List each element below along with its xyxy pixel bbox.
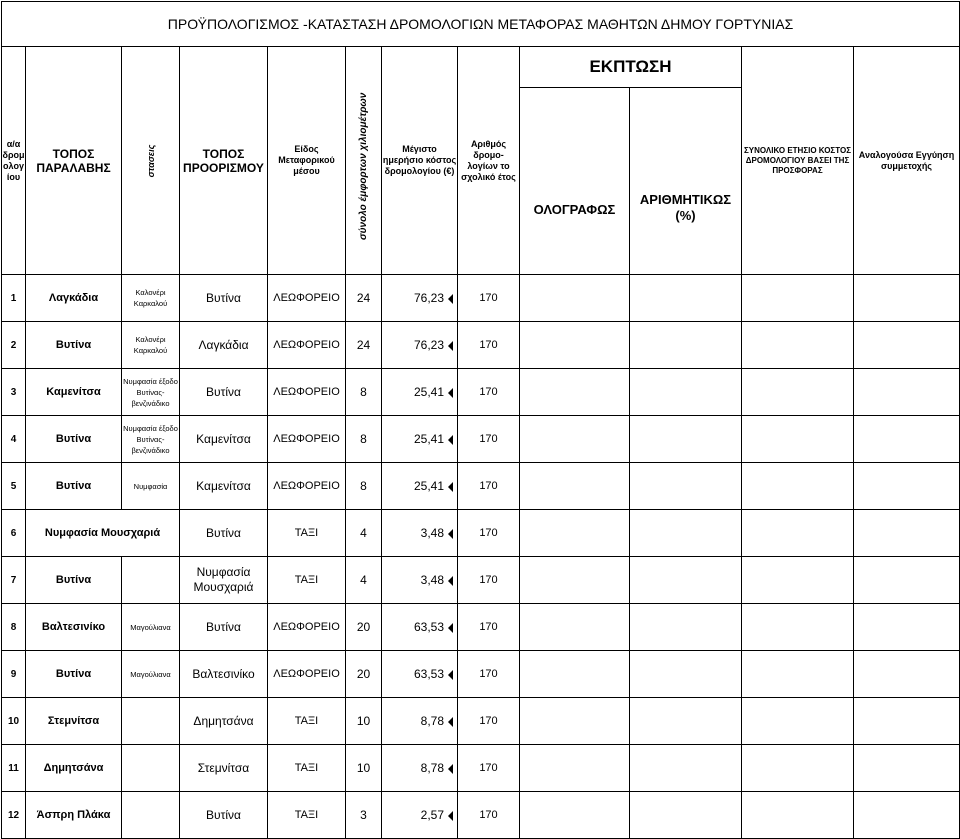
table-row (2, 510, 960, 557)
max-daily-cost (382, 369, 458, 416)
destination: Βυτίνα (180, 604, 268, 651)
stops (122, 792, 180, 839)
loaded-km: 4 (346, 557, 382, 604)
header-routes-per-year: Αριθμός δρομο-λογίων το σχολικό έτος (458, 47, 520, 275)
guarantee-amount (854, 604, 960, 651)
header-aa: α/α δρομ ολογ ίου (2, 47, 26, 275)
total-annual-cost (742, 322, 854, 369)
stops: Νυμφασία έξοδο Βυτίνας-βενζινάδικο (122, 369, 180, 416)
route-number: 3 (2, 369, 26, 416)
table-row (2, 651, 960, 698)
route-number: 7 (2, 557, 26, 604)
route-number: 6 (2, 510, 26, 557)
route-number: 11 (2, 745, 26, 792)
guarantee-amount (854, 698, 960, 745)
max-daily-cost (382, 651, 458, 698)
routes-per-year: 170 (458, 416, 520, 463)
max-daily-cost-value: 63,53 (413, 620, 444, 634)
loaded-km: 8 (346, 416, 382, 463)
table-row (2, 557, 960, 604)
pickup-place: Νυμφασία Μουσχαριά (26, 510, 180, 557)
comment-marker-icon (448, 482, 453, 492)
routes-per-year: 170 (458, 792, 520, 839)
destination: Βυτίνα (180, 275, 268, 322)
loaded-km: 8 (346, 369, 382, 416)
max-daily-cost (382, 698, 458, 745)
max-daily-cost (382, 604, 458, 651)
vehicle-type: ΛΕΩΦΟΡΕΙΟ (268, 651, 346, 698)
routes-per-year: 170 (458, 369, 520, 416)
pickup-place: Λαγκάδια (26, 275, 122, 322)
guarantee-amount (854, 322, 960, 369)
destination: Βαλτεσινίκο (180, 651, 268, 698)
comment-marker-icon (448, 764, 453, 774)
discount-in-words (520, 416, 630, 463)
vehicle-type: ΛΕΩΦΟΡΕΙΟ (268, 275, 346, 322)
routes-per-year: 170 (458, 745, 520, 792)
max-daily-cost (382, 792, 458, 839)
discount-numeric (630, 745, 742, 792)
guarantee-amount (854, 463, 960, 510)
guarantee-amount (854, 369, 960, 416)
header-vehicle-type: Είδος Μεταφορικού μέσου (268, 47, 346, 275)
route-number: 1 (2, 275, 26, 322)
table-row (2, 604, 960, 651)
destination: Νυμφασία Μουσχαριά (180, 557, 268, 604)
discount-in-words (520, 275, 630, 322)
guarantee-amount (854, 510, 960, 557)
guarantee-amount (854, 416, 960, 463)
routes-per-year: 170 (458, 275, 520, 322)
max-daily-cost-value: 63,53 (413, 667, 444, 681)
pickup-place: Βυτίνα (26, 322, 122, 369)
header-discount: ΕΚΠΤΩΣΗ (520, 47, 742, 88)
pickup-place: Στεμνίτσα (26, 698, 122, 745)
destination: Βυτίνα (180, 792, 268, 839)
vehicle-type: ΤΑΞΙ (268, 745, 346, 792)
total-annual-cost (742, 604, 854, 651)
stops (122, 745, 180, 792)
route-number: 5 (2, 463, 26, 510)
discount-numeric (630, 369, 742, 416)
header-loaded-km (346, 47, 382, 275)
total-annual-cost (742, 698, 854, 745)
vehicle-type: ΤΑΞΙ (268, 792, 346, 839)
pickup-place: Καμενίτσα (26, 369, 122, 416)
discount-in-words (520, 369, 630, 416)
total-annual-cost (742, 463, 854, 510)
comment-marker-icon (448, 670, 453, 680)
total-annual-cost (742, 745, 854, 792)
max-daily-cost (382, 745, 458, 792)
routes-per-year: 170 (458, 604, 520, 651)
loaded-km: 20 (346, 651, 382, 698)
destination: Καμενίτσα (180, 416, 268, 463)
stops (122, 557, 180, 604)
total-annual-cost (742, 275, 854, 322)
destination: Στεμνίτσα (180, 745, 268, 792)
total-annual-cost (742, 792, 854, 839)
total-annual-cost (742, 416, 854, 463)
discount-in-words (520, 651, 630, 698)
guarantee-amount (854, 651, 960, 698)
guarantee-amount (854, 745, 960, 792)
destination: Βυτίνα (180, 369, 268, 416)
route-number: 8 (2, 604, 26, 651)
routes-per-year: 170 (458, 651, 520, 698)
max-daily-cost-value: 25,41 (413, 479, 444, 493)
discount-in-words (520, 745, 630, 792)
discount-in-words (520, 557, 630, 604)
max-daily-cost (382, 416, 458, 463)
header-loaded-km-label: σύνολο έμφορτων χιλιομέτρων (357, 92, 369, 240)
discount-in-words (520, 792, 630, 839)
discount-numeric (630, 604, 742, 651)
comment-marker-icon (448, 576, 453, 586)
vehicle-type: ΛΕΩΦΟΡΕΙΟ (268, 604, 346, 651)
discount-numeric (630, 557, 742, 604)
max-daily-cost (382, 275, 458, 322)
header-stops-label: στασεις (145, 144, 156, 177)
discount-numeric (630, 463, 742, 510)
stops: Καλονέρι Καρκαλού (122, 275, 180, 322)
destination: Δημητσάνα (180, 698, 268, 745)
route-number: 10 (2, 698, 26, 745)
loaded-km: 24 (346, 275, 382, 322)
max-daily-cost (382, 510, 458, 557)
guarantee-amount (854, 792, 960, 839)
header-pickup-place: ΤΟΠΟΣ ΠΑΡΑΛΑΒΗΣ (26, 47, 122, 275)
table-row (2, 745, 960, 792)
loaded-km: 20 (346, 604, 382, 651)
discount-numeric (630, 416, 742, 463)
comment-marker-icon (448, 294, 453, 304)
max-daily-cost-value: 8,78 (420, 714, 444, 728)
route-number: 9 (2, 651, 26, 698)
max-daily-cost-value: 3,48 (420, 573, 444, 587)
guarantee-amount (854, 275, 960, 322)
stops: Νυμφασία (122, 463, 180, 510)
table-row (2, 275, 960, 322)
header-guarantee: Αναλογούσα Εγγύηση συμμετοχής (854, 47, 960, 275)
max-daily-cost-value: 76,23 (413, 291, 444, 305)
discount-numeric (630, 275, 742, 322)
pickup-place: Βυτίνα (26, 463, 122, 510)
comment-marker-icon (448, 529, 453, 539)
pickup-place: Βυτίνα (26, 416, 122, 463)
route-number: 12 (2, 792, 26, 839)
max-daily-cost (382, 463, 458, 510)
discount-in-words (520, 510, 630, 557)
max-daily-cost-value: 2,57 (420, 808, 444, 822)
max-daily-cost (382, 322, 458, 369)
pickup-place: Βυτίνα (26, 557, 122, 604)
table-row (2, 369, 960, 416)
discount-numeric (630, 698, 742, 745)
header-numeric-percent: ΑΡΙΘΜΗΤΙΚΩΣ (%) (630, 88, 742, 275)
max-daily-cost-value: 76,23 (413, 338, 444, 352)
discount-in-words (520, 698, 630, 745)
total-annual-cost (742, 369, 854, 416)
header-max-daily-cost: Μέγιστο ημερήσιο κόστος δρομολογίου (€) (382, 47, 458, 275)
routes-per-year: 170 (458, 557, 520, 604)
header-destination: ΤΟΠΟΣ ΠΡΟΟΡΙΣΜΟΥ (180, 47, 268, 275)
header-total-annual-cost: ΣΥΝΟΛΙΚΟ ΕΤΗΣΙΟ ΚΟΣΤΟΣ ΔΡΟΜΟΛΟΓΙΟΥ ΒΑΣΕΙ ΤΗΣ ΠΡΟΣΦΟΡΑΣ (742, 47, 854, 275)
table-row (2, 463, 960, 510)
vehicle-type: ΤΑΞΙ (268, 698, 346, 745)
discount-numeric (630, 792, 742, 839)
stops: Νυμφασία έξοδο Βυτίνας-βενζινάδικο (122, 416, 180, 463)
route-number: 4 (2, 416, 26, 463)
vehicle-type: ΛΕΩΦΟΡΕΙΟ (268, 322, 346, 369)
vehicle-type: ΛΕΩΦΟΡΕΙΟ (268, 463, 346, 510)
table-row (2, 792, 960, 839)
stops: Μαγούλιανα (122, 651, 180, 698)
page-title: ΠΡΟΫΠΟΛΟΓΙΣΜΟΣ -ΚΑΤΑΣΤΑΣΗ ΔΡΟΜΟΛΟΓΙΩΝ ΜΕΤΑΦΟΡΑΣ ΜΑΘΗΤΩΝ ΔΗΜΟΥ ΓΟΡΤΥΝΙΑΣ (2, 2, 960, 47)
stops (122, 698, 180, 745)
comment-marker-icon (448, 388, 453, 398)
loaded-km: 10 (346, 745, 382, 792)
discount-in-words (520, 463, 630, 510)
loaded-km: 3 (346, 792, 382, 839)
discount-in-words (520, 322, 630, 369)
routes-per-year: 170 (458, 510, 520, 557)
max-daily-cost-value: 25,41 (413, 432, 444, 446)
stops: Μαγούλιανα (122, 604, 180, 651)
pickup-place: Δημητσάνα (26, 745, 122, 792)
destination: Βυτίνα (180, 510, 268, 557)
max-daily-cost-value: 8,78 (420, 761, 444, 775)
header-in-words: ΟΛΟΓΡΑΦΩΣ (520, 88, 630, 275)
comment-marker-icon (448, 717, 453, 727)
pickup-place: Άσπρη Πλάκα (26, 792, 122, 839)
destination: Καμενίτσα (180, 463, 268, 510)
discount-numeric (630, 510, 742, 557)
comment-marker-icon (448, 435, 453, 445)
discount-numeric (630, 322, 742, 369)
vehicle-type: ΛΕΩΦΟΡΕΙΟ (268, 416, 346, 463)
table-row (2, 322, 960, 369)
guarantee-amount (854, 557, 960, 604)
comment-marker-icon (448, 811, 453, 821)
routes-per-year: 170 (458, 698, 520, 745)
total-annual-cost (742, 557, 854, 604)
loaded-km: 24 (346, 322, 382, 369)
routes-per-year: 170 (458, 463, 520, 510)
table-row (2, 698, 960, 745)
table-row (2, 416, 960, 463)
discount-numeric (630, 651, 742, 698)
header-stops (122, 47, 180, 275)
loaded-km: 8 (346, 463, 382, 510)
max-daily-cost (382, 557, 458, 604)
comment-marker-icon (448, 623, 453, 633)
loaded-km: 10 (346, 698, 382, 745)
vehicle-type: ΤΑΞΙ (268, 557, 346, 604)
routes-per-year: 170 (458, 322, 520, 369)
pickup-place: Βαλτεσινίκο (26, 604, 122, 651)
discount-in-words (520, 604, 630, 651)
pickup-place: Βυτίνα (26, 651, 122, 698)
route-budget-table (1, 1, 960, 839)
loaded-km: 4 (346, 510, 382, 557)
destination: Λαγκάδια (180, 322, 268, 369)
total-annual-cost (742, 651, 854, 698)
vehicle-type: ΤΑΞΙ (268, 510, 346, 557)
max-daily-cost-value: 25,41 (413, 385, 444, 399)
route-number: 2 (2, 322, 26, 369)
stops: Καλονέρι Καρκαλού (122, 322, 180, 369)
total-annual-cost (742, 510, 854, 557)
comment-marker-icon (448, 341, 453, 351)
vehicle-type: ΛΕΩΦΟΡΕΙΟ (268, 369, 346, 416)
max-daily-cost-value: 3,48 (420, 526, 444, 540)
